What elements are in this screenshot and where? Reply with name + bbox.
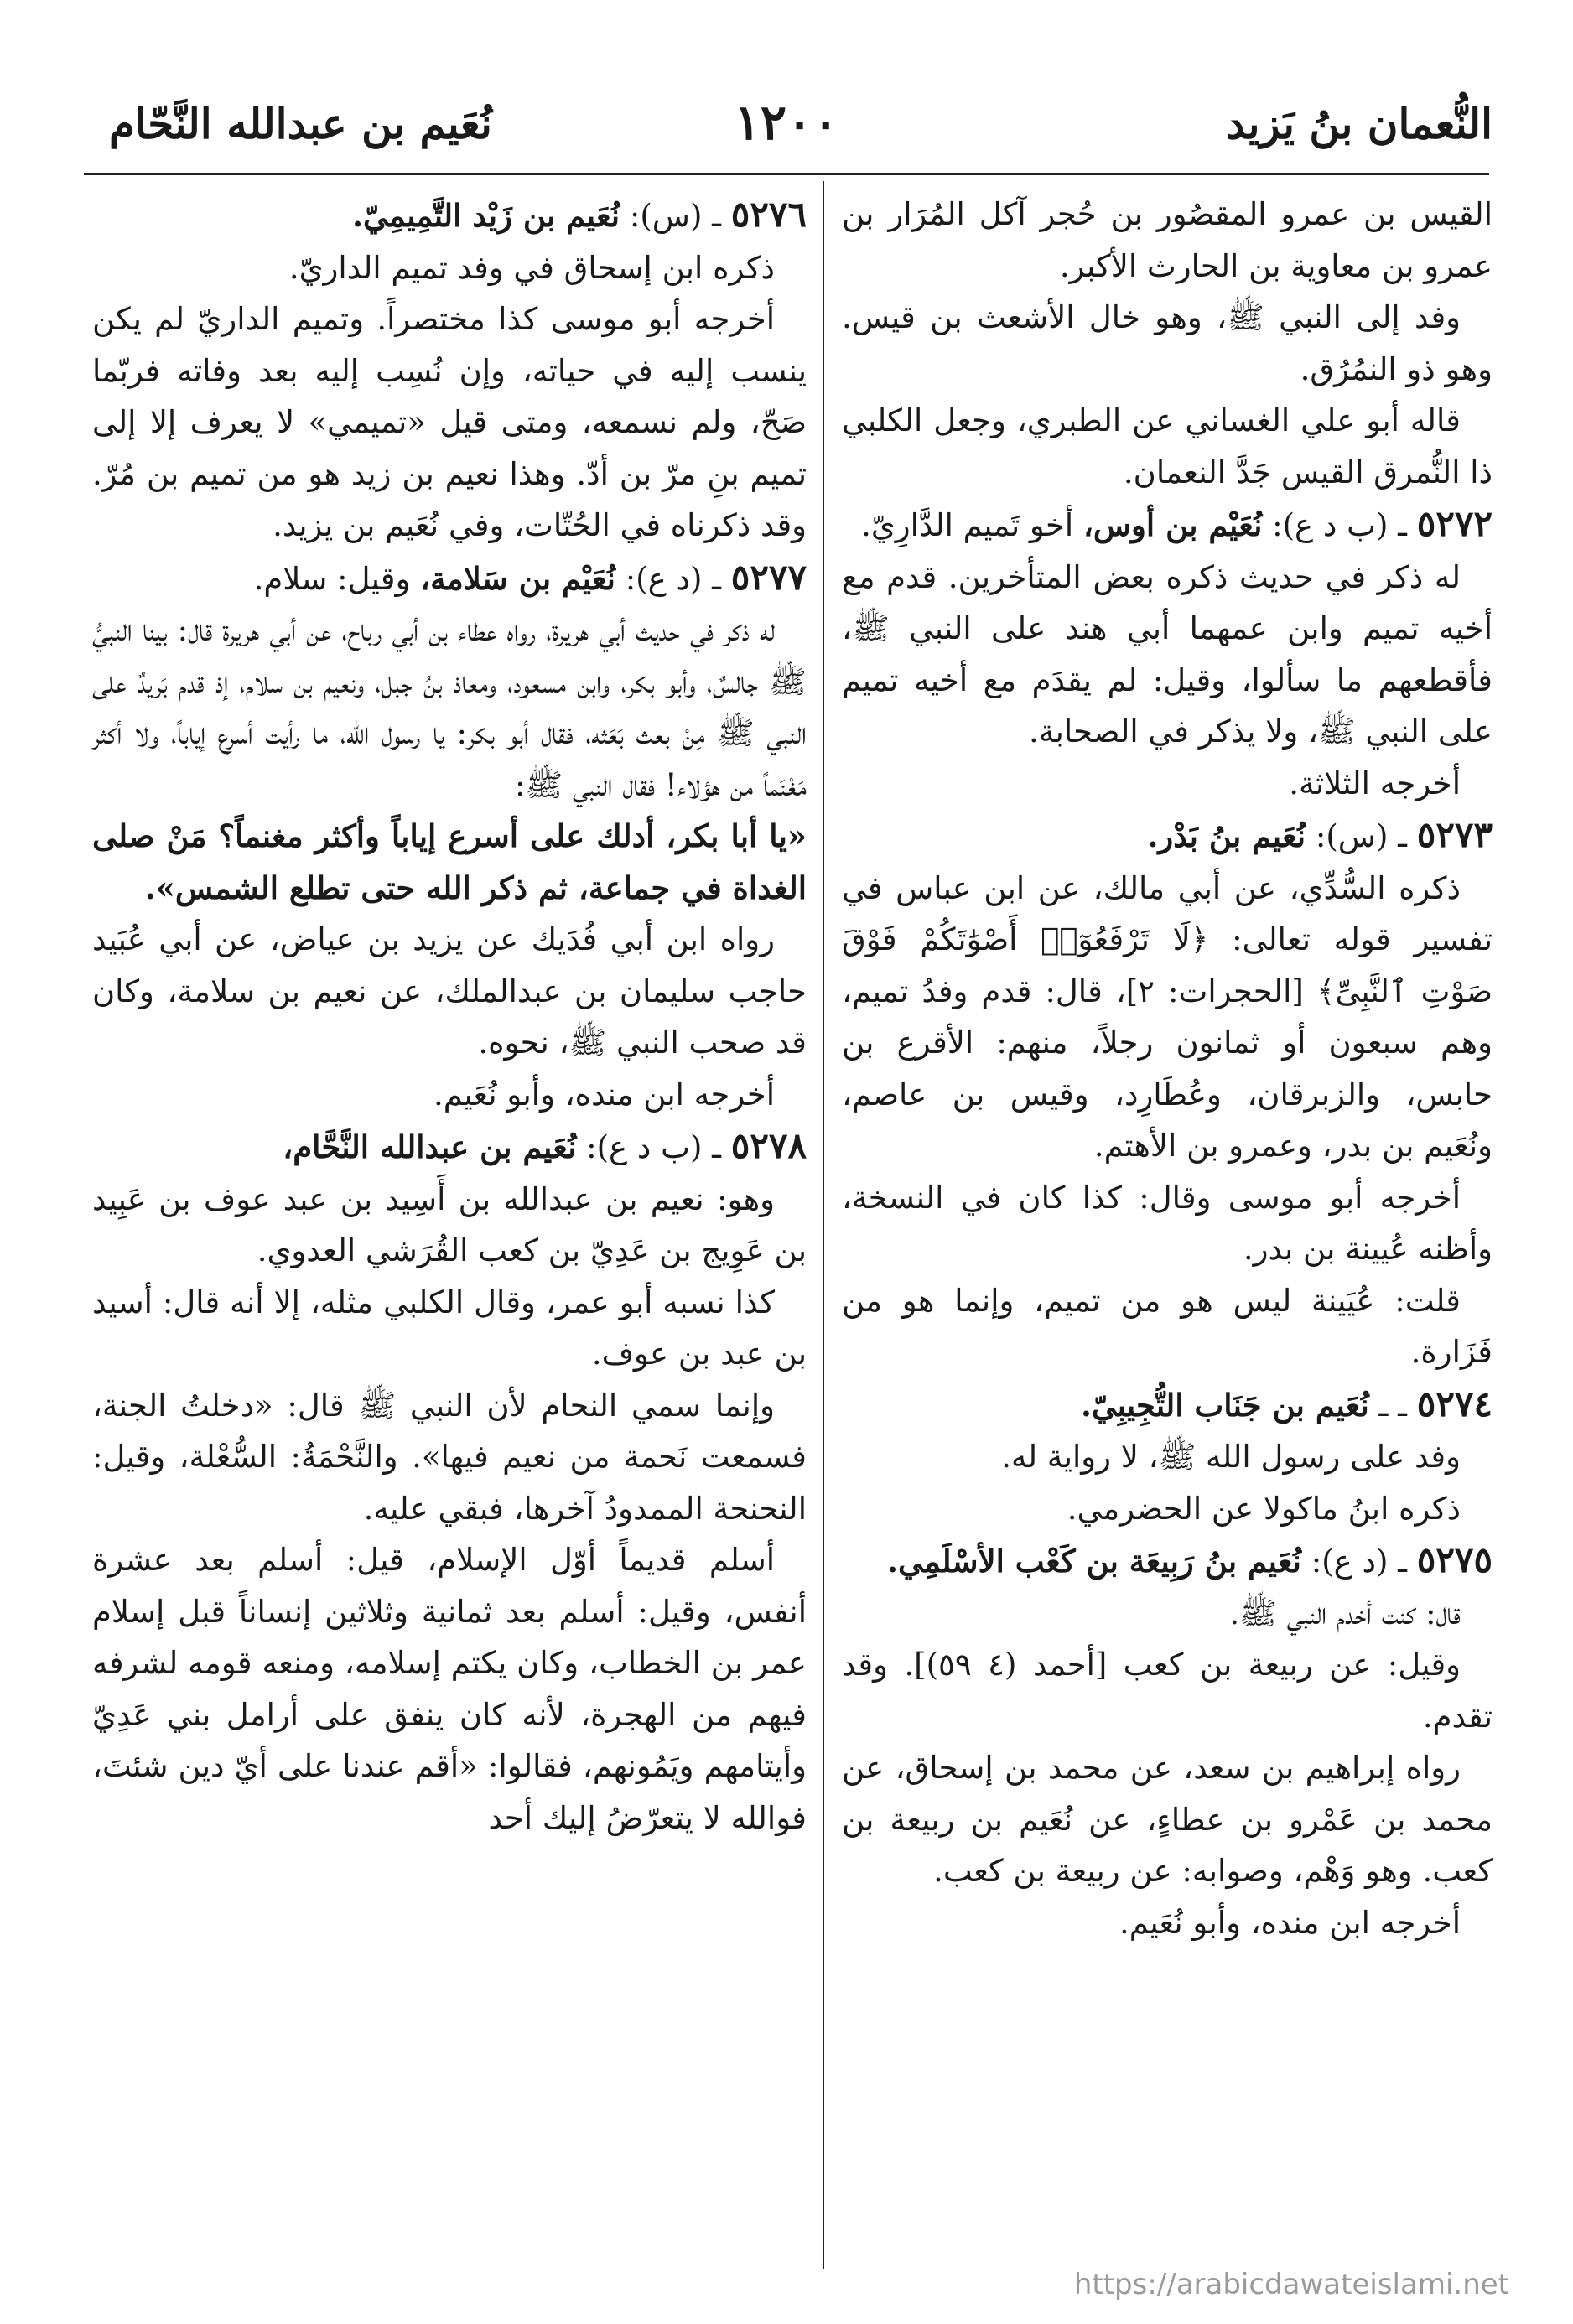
body-paragraph: أخرجه أبو موسى كذا مختصراً. وتميم الداريّ لم يكن ينسب إليه في حياته، وإن نُسِب إليه بعد وفاته فربّما صَحّ، ولم نسمعه، ومتى قيل «تميمي» لا يعرف إلا إلى تميم بنِ مرّ بن أدّ. وهذا نعيم بن زيد هو من تميم بن مُرّ. وقد ذكرناه في الحُتّات، وفي نُعَيم بن يزيد.	[92, 301, 807, 543]
entry-number: ٥٢٧٢	[1416, 503, 1493, 544]
running-header-left: نُعَيم بن عبدالله النَّحّام	[109, 99, 492, 148]
column-separator	[823, 181, 824, 2269]
body-paragraph: رواه ابن أبي فُدَيك عن يزيد بن عياض، عن أبي عُبَيد حاجب سليمان بن عبدالملك، عن نعيم بن سلامة، وكان قد صحب النبي ﷺ، نحوه.	[92, 921, 807, 1061]
entry-source-tag: ـ	[1378, 1387, 1389, 1424]
biography-entry: ٥٢٧٤ ـ ـ نُعَيم بن جَنَاب التُّجِيبِيّ.	[1080, 1382, 1493, 1424]
body-paragraph: قاله أبو علي الغساني عن الطبري، وجعل الكلبي ذا النُّمرق القيس جَدَّ النعمان.	[842, 402, 1493, 490]
entry-name: نُعَيم بنُ بَدْر.	[1147, 817, 1306, 854]
body-paragraph: ذكره ابنُ ماكولا عن الحضرمي.	[1067, 1490, 1461, 1527]
body-paragraph: وقيل: عن ربيعة بن كعب [أحمد (٤ ٥٩)]. وقد تقدم.	[842, 1647, 1493, 1735]
entry-source-tag: (د ع):	[625, 560, 703, 597]
biography-entry: ٥٢٧٦ ـ (س): نُعَيم بن زَيْد التَّمِيمِيّ.	[352, 194, 807, 235]
body-paragraph: له ذكر في حديث ذكره بعض المتأخرين. قدم مع أخيه تميم وابن عمهما أبي هند على النبي ﷺ، فأقطعهم ما سألوا، وقيل: لم يقدَم مع أخيه تميم على النبي ﷺ، ولا يذكر في الصحابة.	[842, 558, 1493, 750]
entry-source-tag: (س):	[1315, 818, 1389, 854]
body-paragraph: كذا نسبه أبو عمر، وقال الكلبي مثله، إلا أنه قال: أسيد بن عبد بن عوف.	[92, 1284, 807, 1372]
entry-number: ٥٢٧٣	[1416, 814, 1493, 855]
entry-number: ٥٢٧٥	[1416, 1539, 1493, 1580]
body-paragraph: قلت: عُيَينة ليس هو من تميم، وإنما هو من فَزَارة.	[842, 1282, 1493, 1370]
body-paragraph: وفد إلى النبي ﷺ، وهو خال الأشعث بن قيس. وهو ذو النمُرُق.	[842, 299, 1493, 387]
biography-entry: ٥٢٧٣ ـ (س): نُعَيم بنُ بَدْر.	[1147, 814, 1493, 855]
body-paragraph: أخرجه الثلاثة.	[1289, 765, 1461, 801]
entry-name: نُعَيم بنُ رَبِيعَة بن كَعْب الأسْلَمِي.	[887, 1543, 1301, 1580]
left-column	[92, 189, 807, 1844]
entry-name: نُعَيْم بن أوس،	[1082, 506, 1263, 543]
body-paragraph: القيس بن عمرو المقصُور بن حُجر آكل المُرَار بن عمرو بن معاوية بن الحارث الأكبر.	[842, 196, 1493, 284]
body-paragraph: أخرجه أبو موسى وقال: كذا كان في النسخة، وأظنه عُيينة بن بدر.	[842, 1179, 1493, 1267]
biography-entry: ٥٢٧٢ ـ (ب د ع): نُعَيْم بن أوس، أخو تَميم الدَّارِيّ.	[861, 503, 1493, 544]
entry-number: ٥٢٧٦	[730, 194, 807, 235]
entry-source-tag: (د ع):	[1311, 1543, 1389, 1580]
entry-source-tag: (ب د ع):	[586, 1129, 703, 1165]
body-paragraph: وفد على رسول الله ﷺ، لا رواية له.	[1001, 1439, 1461, 1475]
entry-name: نُعَيم بن عبدالله النَّحَّام،	[283, 1128, 577, 1165]
body-paragraph: رواه إبراهيم بن سعد، عن محمد بن إسحاق، عن محمد بن عَمْرو بن عطاءٍ، عن نُعَيم بن ربيعة بن كعب. وهو وَهْم، وصوابه: عن ربيعة بن كعب.	[842, 1750, 1493, 1889]
biography-entry: ٥٢٧٧ ـ (د ع): نُعَيْم بن سَلامة، وقيل: سلام.	[253, 556, 807, 598]
body-paragraph: أسلم قديماً أوّل الإسلام، قيل: أسلم بعد عشرة أنفس، وقيل: أسلم بعد ثمانية وثلاثين إنساناً قبل إسلام عمر بن الخطاب، وكان يكتم إسلامه، ومنعه قومه لشرفه فيهم من الهجرة، لأنه كان ينفق على أرامل بني عَدِيّ وأيتامهم ويَمُونهم، فقالوا: «أقم عندنا على أيّ دين شئتَ، فوالله لا يتعرّضُ إليك أحد	[92, 1542, 807, 1836]
biography-entry: ٥٢٧٨ ـ (ب د ع): نُعَيم بن عبدالله النَّحَّام،	[283, 1125, 807, 1166]
entry-name: نُعَيم بن زَيْد التَّمِيمِيّ.	[352, 197, 620, 234]
right-column	[842, 189, 1493, 1948]
body-paragraph: أخرجه ابن منده، وأبو نُعَيم.	[433, 1076, 775, 1113]
header-rule	[84, 173, 1489, 175]
entry-number: ٥٢٧٧	[730, 556, 807, 598]
entry-note: أخو تَميم الدَّارِيّ.	[861, 507, 1074, 543]
body-paragraph: أخرجه ابن منده، وأبو نُعَيم.	[1119, 1904, 1461, 1941]
entry-source-tag: (ب د ع):	[1272, 507, 1389, 543]
watermark-url: https://arabicdawateislami.net	[1073, 2268, 1509, 2301]
body-paragraph: ذكره ابن إسحاق في وفد تميم الداريّ.	[288, 249, 775, 286]
entry-name: نُعَيْم بن سَلامة،	[420, 559, 615, 597]
biography-entry: ٥٢٧٥ ـ (د ع): نُعَيم بنُ رَبِيعَة بن كَعْب الأسْلَمِي.	[887, 1539, 1493, 1580]
entry-number: ٥٢٧٨	[730, 1125, 807, 1166]
body-paragraph: ذكره السُّدِّي، عن أبي مالك، عن ابن عباس في تفسير قوله تعالى: ﴿لَا تَرْفَعُوٓا۟ أَصْوَٰتَكُمْ فَوْقَ صَوْتِ ٱلنَّبِىِّ﴾ [الحجرات: ٢]، قال: قدم وفدُ تميم، وهم سبعون أو ثمانون رجلاً، منهم: الأقرع بن حابس، والزبرقان، وعُطَارِد، وقيس بن عاصم، ونُعَيم بن بدر، وعمرو بن الأهتم.	[842, 869, 1493, 1164]
body-paragraph: قال: كنت أخدم النبي ﷺ.	[1229, 1595, 1461, 1631]
entry-name: نُعَيم بن جَنَاب التُّجِيبِيّ.	[1080, 1386, 1369, 1424]
entry-note: وقيل: سلام.	[253, 560, 411, 597]
body-paragraph: وإنما سمي النحام لأن النبي ﷺ قال: «دخلتُ الجنة، فسمعت نَحمة من نعيم فيها». والنَّحْمَةُ: السُّعْلة، وقيل: النحنحة الممدودُ آخرها، فبقي عليه.	[92, 1387, 807, 1527]
page-number: ١٢٠٠	[734, 94, 839, 151]
entry-source-tag: (س):	[629, 198, 703, 234]
running-header-right: النُّعمان بنُ يَزيد	[1226, 99, 1493, 148]
body-paragraph: له ذكر في حديث أبي هريرة، رواه عطاء بن أبي رباح، عن أبي هريرة قال: بينا النبيُّ ﷺ جالسٌ، وأبو بكر، وابن مسعود، ومعاذ بنُ جبل، ونعيم بن سلام، إذ قدم بَريدٌ على النبي ﷺ مِنْ بعث بَعَثه، فقال أبو بكر: يا رسول الله، ما رأيت أسرع إياباً، ولا أكثر مَغْنَماً من هؤلاء! فقال النبي ﷺ:	[92, 612, 807, 803]
hadith-quote: «يا أبا بكر، أدلك على أسرع إياباً وأكثر مغنماً؟ مَنْ صلى الغداة في جماعة، ثم ذكر الله حتى تطلع الشمس».	[92, 817, 807, 906]
entry-number: ٥٢٧٤	[1416, 1382, 1493, 1424]
body-paragraph: وهو: نعيم بن عبدالله بن أَسِيد بن عبد عوف بن عَبِيد بن عَوِيج بن عَدِيّ بن كعب القُرَشي العدوي.	[92, 1180, 807, 1268]
